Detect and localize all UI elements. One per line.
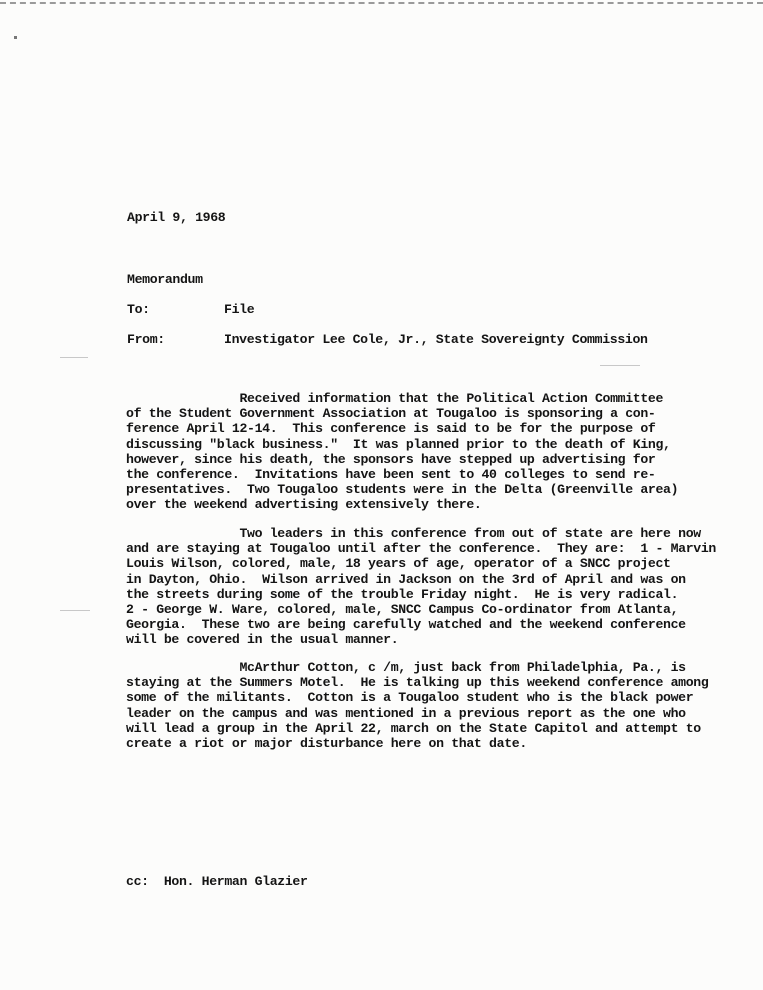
paragraph-line: in Dayton, Ohio. Wilson arrived in Jackson on the 3rd of April and was on (126, 571, 686, 587)
paragraph-line: some of the militants. Cotton is a Tougaloo student who is the black power (126, 690, 694, 706)
paragraph-line: discussing "black business." It was planned prior to the death of King, (126, 436, 671, 452)
paragraph-1 (126, 391, 726, 513)
paragraph-line: Georgia. These two are being carefully watched and the weekend conference (126, 617, 686, 633)
cc-line: cc: Hon. Herman Glazier (126, 874, 308, 889)
paragraph-line: over the weekend advertising extensively there. (126, 497, 482, 513)
paragraph-line: Two leaders in this conference from out of state are here now (126, 526, 701, 541)
paragraph-line: presentatives. Two Tougaloo students were in the Delta (Greenville area) (126, 482, 679, 498)
paragraph-2 (126, 526, 726, 648)
to-label: To: (127, 302, 150, 317)
from-label: From: (127, 332, 165, 347)
scan-speck (600, 365, 640, 366)
paragraph-line: will lead a group in the April 22, march on the State Capitol and attempt to (126, 720, 701, 736)
from-value: Investigator Lee Cole, Jr., State Sovereignty Commission (224, 332, 648, 347)
to-value: File (224, 302, 255, 317)
paragraph-line: will be covered in the usual manner. (126, 632, 399, 648)
paragraph-line: the conference. Invitations have been sent to 40 colleges to send re- (126, 467, 656, 483)
scan-mark (14, 36, 17, 39)
paragraph-line: McArthur Cotton, c /m, just back from Philadelphia, Pa., is (126, 660, 686, 675)
memo-date: April 9, 1968 (127, 210, 226, 225)
scan-speck (60, 357, 88, 358)
page-top-edge (0, 2, 763, 4)
paragraph-line: 2 - George W. Ware, colored, male, SNCC Campus Co-ordinator from Atlanta, (126, 602, 679, 618)
paragraph-line: of the Student Government Association at Tougaloo is sponsoring a con- (126, 406, 656, 422)
scan-speck (60, 610, 90, 611)
paragraph-line: leader on the campus and was mentioned in a previous report as the one who (126, 705, 686, 721)
paragraph-line: the streets during some of the trouble Friday night. He is very radical. (126, 586, 679, 602)
memo-type: Memorandum (127, 272, 203, 287)
paragraph-line: however, since his death, the sponsors have stepped up advertising for (126, 451, 656, 467)
paragraph-line: ference April 12-14. This conference is said to be for the purpose of (126, 421, 656, 437)
paragraph-line: create a riot or major disturbance here on that date. (126, 736, 527, 752)
paragraph-3 (126, 660, 726, 751)
paragraph-line: and are staying at Tougaloo until after the conference. They are: 1 - Marvin (126, 541, 716, 557)
paragraph-line: staying at the Summers Motel. He is talking up this weekend conference among (126, 675, 709, 691)
paragraph-line: Louis Wilson, colored, male, 18 years of age, operator of a SNCC project (126, 556, 671, 572)
paragraph-line: Received information that the Political Action Committee (126, 391, 664, 406)
